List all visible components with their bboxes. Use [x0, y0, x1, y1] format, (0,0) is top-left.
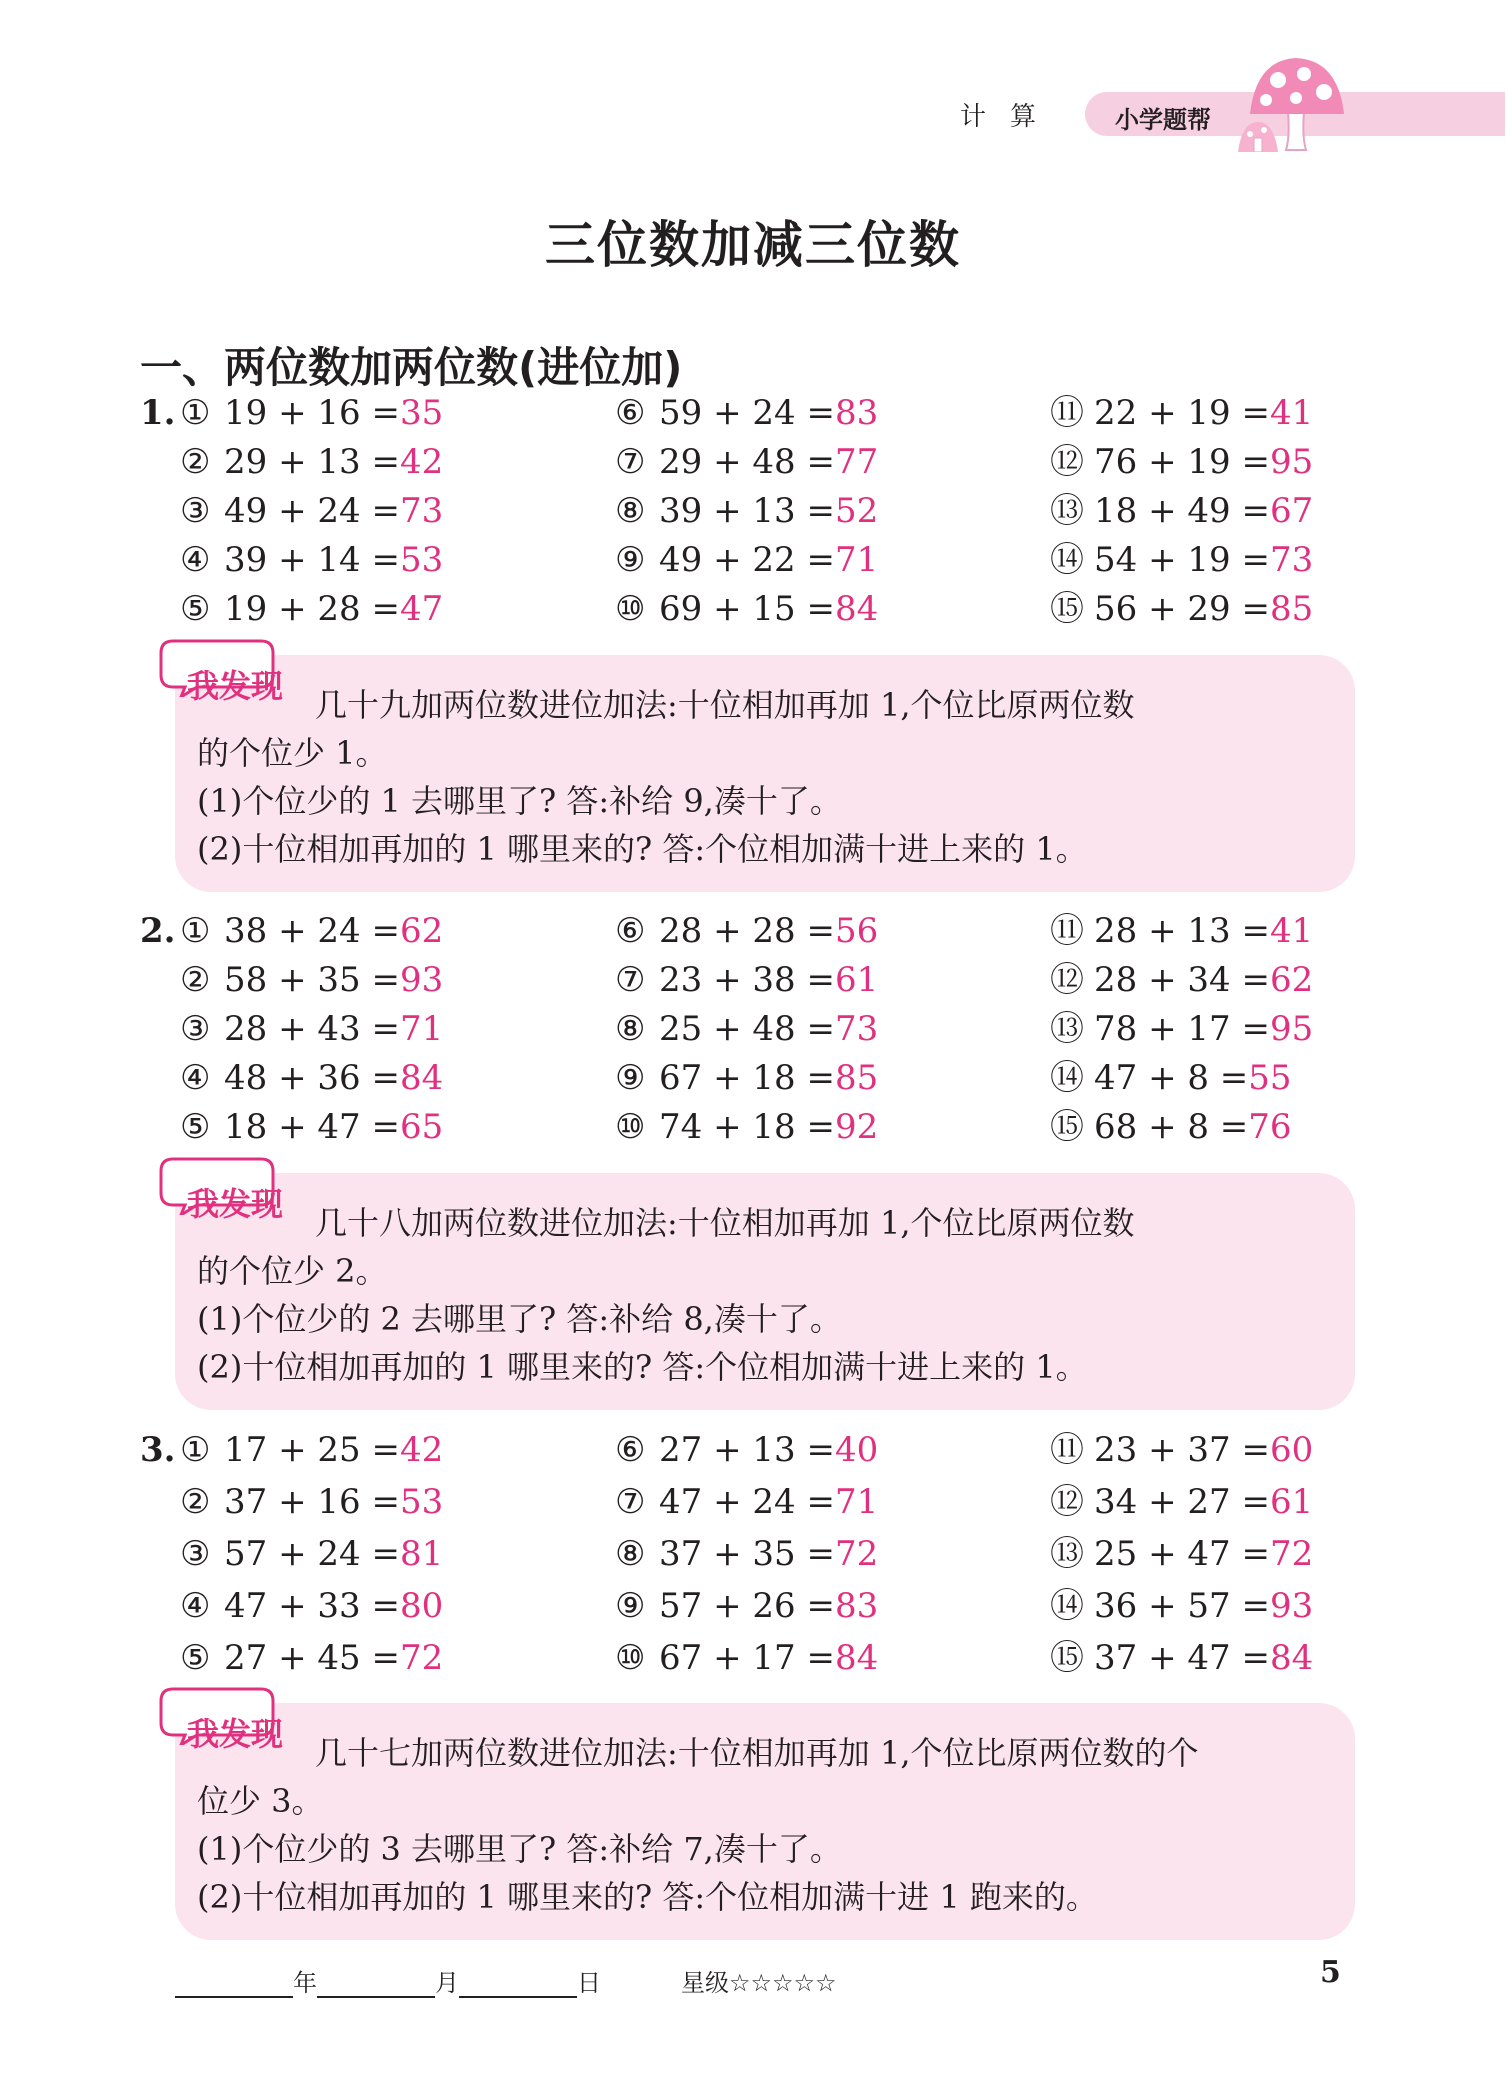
problem-expression: 27 + 13 = [659, 1430, 835, 1470]
problem-answer: 67 [1269, 491, 1314, 531]
problem-index: ⑫ [1050, 1482, 1084, 1522]
problem [615, 589, 878, 629]
problem-expression: 25 + 48 = [659, 1009, 835, 1049]
problem-index: ⑤ [180, 589, 211, 629]
problem-index: ⑪ [1050, 1430, 1084, 1470]
group-number: 3. [140, 1430, 176, 1470]
problem-index: ⑦ [615, 1482, 646, 1522]
problem-answer: 83 [834, 393, 879, 433]
problem-index: ⑮ [1050, 1638, 1084, 1678]
problem [1050, 1107, 1292, 1147]
problem-answer: 84 [1269, 1638, 1314, 1678]
problem-index: ④ [180, 1586, 211, 1626]
problem [1050, 589, 1313, 629]
problem-expression: 34 + 27 = [1094, 1482, 1270, 1522]
problem [615, 960, 878, 1000]
problem [180, 1009, 443, 1049]
problem-answer: 72 [1269, 1534, 1314, 1574]
problem [180, 1534, 443, 1574]
problem-expression: 68 + 8 = [1094, 1107, 1249, 1147]
problem [180, 911, 443, 951]
problem-answer: 83 [834, 1586, 879, 1626]
finding-box [175, 655, 1355, 892]
problem [615, 442, 878, 482]
day-blank[interactable] [459, 1974, 577, 1998]
problem-answer: 71 [834, 1482, 879, 1522]
problem [1050, 442, 1313, 482]
finding-text [197, 681, 1335, 873]
problem-expression: 48 + 36 = [224, 1058, 400, 1098]
problem-answer: 61 [834, 960, 879, 1000]
finding-badge-label: 我发现 [186, 1185, 283, 1223]
problem [615, 540, 878, 580]
problem-answer: 65 [399, 1107, 444, 1147]
finding-line: 几十八加两位数进位加法:十位相加再加 1,个位比原两位数 [315, 1204, 1135, 1242]
problem-expression: 38 + 24 = [224, 911, 400, 951]
problem [1050, 491, 1313, 531]
problem-index: ⑤ [180, 1638, 211, 1678]
problem-answer: 93 [399, 960, 444, 1000]
problem-index: ④ [180, 540, 211, 580]
problem-index: ⑧ [615, 1009, 646, 1049]
problem [1050, 1009, 1313, 1049]
problem [615, 911, 878, 951]
problem [180, 540, 443, 580]
problem-index: ② [180, 442, 211, 482]
problem-index: ⑮ [1050, 589, 1084, 629]
year-label: 年 [293, 1969, 317, 1997]
problem-answer: 84 [399, 1058, 444, 1098]
problem-answer: 62 [399, 911, 444, 951]
problem [1050, 1482, 1313, 1522]
problem [180, 960, 443, 1000]
finding-box [175, 1703, 1355, 1940]
problem-expression: 29 + 48 = [659, 442, 835, 482]
problem-index: ⑪ [1050, 911, 1084, 951]
finding-line: 的个位少 2。 [197, 1252, 388, 1290]
problem-index: ⑭ [1050, 1586, 1084, 1626]
group-number: 1. [140, 393, 176, 433]
problem-expression: 59 + 24 = [659, 393, 835, 433]
problem [615, 1638, 878, 1678]
problem-answer: 73 [834, 1009, 879, 1049]
problem [180, 393, 443, 433]
problem-expression: 57 + 26 = [659, 1586, 835, 1626]
mushroom-icon [1228, 52, 1358, 152]
problem-index: ① [180, 911, 211, 951]
problem-index: ③ [180, 1534, 211, 1574]
problem-index: ⑮ [1050, 1107, 1084, 1147]
problem [615, 1009, 878, 1049]
finding-badge-label: 我发现 [186, 1715, 283, 1753]
problem-expression: 74 + 18 = [659, 1107, 835, 1147]
problem-answer: 76 [1248, 1107, 1292, 1147]
problem-expression: 47 + 24 = [659, 1482, 835, 1522]
problem-answer: 84 [834, 1638, 879, 1678]
problem-expression: 39 + 14 = [224, 540, 400, 580]
problem-expression: 37 + 47 = [1094, 1638, 1270, 1678]
finding-line: 位少 3。 [197, 1782, 324, 1820]
problem-answer: 93 [1269, 1586, 1314, 1626]
problem [1050, 960, 1313, 1000]
problem-index: ⑥ [615, 911, 646, 951]
problem [615, 1430, 878, 1470]
section-heading: 一、两位数加两位数(进位加) [140, 343, 683, 392]
problem-expression: 19 + 28 = [224, 589, 400, 629]
problem-index: ② [180, 1482, 211, 1522]
problem-index: ⑪ [1050, 393, 1084, 433]
problem [1050, 911, 1313, 951]
finding-line: (1)个位少的 3 去哪里了? 答:补给 7,凑十了。 [197, 1830, 842, 1868]
problem-expression: 18 + 47 = [224, 1107, 400, 1147]
problem [180, 491, 443, 531]
problem-answer: 53 [399, 1482, 444, 1522]
problem-answer: 41 [1269, 393, 1314, 433]
finding-line: 几十九加两位数进位加法:十位相加再加 1,个位比原两位数 [315, 686, 1135, 724]
problem-index: ⑦ [615, 960, 646, 1000]
problem-index: ⑩ [615, 1107, 646, 1147]
finding-line: (2)十位相加再加的 1 哪里来的? 答:个位相加满十进上来的 1。 [197, 830, 1088, 868]
problem-expression: 49 + 22 = [659, 540, 835, 580]
problem-answer: 41 [1269, 911, 1314, 951]
problem-answer: 95 [1269, 442, 1314, 482]
problem [180, 1482, 443, 1522]
problem-answer: 73 [1269, 540, 1314, 580]
problem-index: ② [180, 960, 211, 1000]
problem-index: ⑫ [1050, 442, 1084, 482]
problem-answer: 42 [399, 442, 444, 482]
problem-answer: 60 [1269, 1430, 1314, 1470]
header-brand: 小学题帮 [1115, 106, 1211, 134]
star-rating-label: 星级☆☆☆☆☆ [681, 1969, 837, 1997]
problem [180, 1058, 443, 1098]
problem-answer: 95 [1269, 1009, 1314, 1049]
problem-expression: 67 + 17 = [659, 1638, 835, 1678]
problem [1050, 1638, 1313, 1678]
problem-expression: 56 + 29 = [1094, 589, 1270, 629]
problem-answer: 55 [1248, 1058, 1292, 1098]
month-label: 月 [435, 1969, 459, 1997]
header-subject: 计算 [960, 102, 1061, 132]
problem [180, 442, 443, 482]
problem [180, 1430, 443, 1470]
problem-index: ⑧ [615, 491, 646, 531]
problem-answer: 72 [834, 1534, 879, 1574]
problem-index: ⑫ [1050, 960, 1084, 1000]
page-title: 三位数加减三位数 [545, 216, 961, 274]
problem-index: ⑨ [615, 1586, 646, 1626]
problem-index: ⑬ [1050, 491, 1084, 531]
problem-index: ① [180, 1430, 211, 1470]
problem-index: ④ [180, 1058, 211, 1098]
problem [615, 1058, 878, 1098]
finding-text [197, 1199, 1335, 1391]
finding-line: (1)个位少的 1 去哪里了? 答:补给 9,凑十了。 [197, 782, 842, 820]
problem [1050, 1058, 1292, 1098]
problem-index: ⑭ [1050, 540, 1084, 580]
problem-answer: 62 [1269, 960, 1314, 1000]
problem-index: ⑬ [1050, 1009, 1084, 1049]
problem-index: ③ [180, 1009, 211, 1049]
problem-expression: 23 + 37 = [1094, 1430, 1270, 1470]
problem-answer: 81 [399, 1534, 444, 1574]
problem-expression: 27 + 45 = [224, 1638, 400, 1678]
problem [615, 1482, 878, 1522]
problem-expression: 28 + 43 = [224, 1009, 400, 1049]
problem-answer: 92 [834, 1107, 879, 1147]
problem-answer: 52 [834, 491, 879, 531]
problem-answer: 47 [399, 589, 444, 629]
date-footer [175, 1963, 837, 1998]
problem-expression: 18 + 49 = [1094, 491, 1270, 531]
problem-answer: 77 [834, 442, 879, 482]
problem-expression: 28 + 13 = [1094, 911, 1270, 951]
problem-expression: 28 + 34 = [1094, 960, 1270, 1000]
finding-line: (2)十位相加再加的 1 哪里来的? 答:个位相加满十进上来的 1。 [197, 1348, 1088, 1386]
finding-line: 的个位少 1。 [197, 734, 388, 772]
problem-expression: 58 + 35 = [224, 960, 400, 1000]
finding-line: (1)个位少的 2 去哪里了? 答:补给 8,凑十了。 [197, 1300, 842, 1338]
problem [615, 1534, 878, 1574]
problem [180, 1586, 443, 1626]
problem-expression: 57 + 24 = [224, 1534, 400, 1574]
problem-index: ⑩ [615, 589, 646, 629]
problem-expression: 78 + 17 = [1094, 1009, 1270, 1049]
problem [180, 1107, 443, 1147]
problem-answer: 61 [1269, 1482, 1314, 1522]
problem-answer: 42 [399, 1430, 444, 1470]
problem-expression: 49 + 24 = [224, 491, 400, 531]
problem-expression: 28 + 28 = [659, 911, 835, 951]
problem-index: ⑥ [615, 393, 646, 433]
month-blank[interactable] [317, 1974, 435, 1998]
problem [180, 1638, 443, 1678]
problem-expression: 47 + 33 = [224, 1586, 400, 1626]
problem [615, 1107, 878, 1147]
problem-index: ⑬ [1050, 1534, 1084, 1574]
finding-box [175, 1173, 1355, 1410]
problem [180, 589, 443, 629]
problem-answer: 73 [399, 491, 444, 531]
problem [1050, 393, 1313, 433]
problem-answer: 53 [399, 540, 444, 580]
problem-expression: 54 + 19 = [1094, 540, 1270, 580]
problem-expression: 19 + 16 = [224, 393, 400, 433]
finding-line: 几十七加两位数进位加法:十位相加再加 1,个位比原两位数的个 [315, 1734, 1199, 1772]
problem-answer: 72 [399, 1638, 444, 1678]
problem-expression: 37 + 16 = [224, 1482, 400, 1522]
problem-index: ③ [180, 491, 211, 531]
problem [1050, 1534, 1313, 1574]
finding-line: (2)十位相加再加的 1 哪里来的? 答:个位相加满十进 1 跑来的。 [197, 1878, 1098, 1916]
problem-answer: 35 [399, 393, 444, 433]
problem [615, 393, 878, 433]
problem-answer: 40 [834, 1430, 879, 1470]
problem [1050, 1586, 1313, 1626]
problem-expression: 39 + 13 = [659, 491, 835, 531]
problem-expression: 36 + 57 = [1094, 1586, 1270, 1626]
problem-expression: 25 + 47 = [1094, 1534, 1270, 1574]
problem [615, 1586, 878, 1626]
problem-index: ⑧ [615, 1534, 646, 1574]
problem-expression: 37 + 35 = [659, 1534, 835, 1574]
finding-badge-label: 我发现 [186, 667, 283, 705]
problem-expression: 69 + 15 = [659, 589, 835, 629]
problem [615, 491, 878, 531]
problem-index: ⑨ [615, 1058, 646, 1098]
problem-answer: 71 [834, 540, 879, 580]
problem-index: ⑭ [1050, 1058, 1084, 1098]
day-label: 日 [577, 1969, 601, 1997]
problem-index: ⑩ [615, 1638, 646, 1678]
problem-index: ⑨ [615, 540, 646, 580]
problem-index: ⑦ [615, 442, 646, 482]
problem [1050, 540, 1313, 580]
problem-answer: 71 [399, 1009, 444, 1049]
problem-answer: 56 [834, 911, 879, 951]
problem-index: ⑥ [615, 1430, 646, 1470]
problem-expression: 67 + 18 = [659, 1058, 835, 1098]
problem-answer: 84 [834, 589, 879, 629]
problem-expression: 17 + 25 = [224, 1430, 400, 1470]
problem-expression: 22 + 19 = [1094, 393, 1270, 433]
problem-expression: 76 + 19 = [1094, 442, 1270, 482]
finding-text [197, 1729, 1335, 1921]
group-number: 2. [140, 911, 176, 951]
problem-expression: 23 + 38 = [659, 960, 835, 1000]
page-number: 5 [1320, 1955, 1341, 1990]
problem-expression: 47 + 8 = [1094, 1058, 1249, 1098]
problem-index: ① [180, 393, 211, 433]
year-blank[interactable] [175, 1974, 293, 1998]
problem-answer: 85 [834, 1058, 879, 1098]
problem-expression: 29 + 13 = [224, 442, 400, 482]
problem-answer: 85 [1269, 589, 1314, 629]
problem [1050, 1430, 1313, 1470]
problem-answer: 80 [399, 1586, 444, 1626]
problem-index: ⑤ [180, 1107, 211, 1147]
